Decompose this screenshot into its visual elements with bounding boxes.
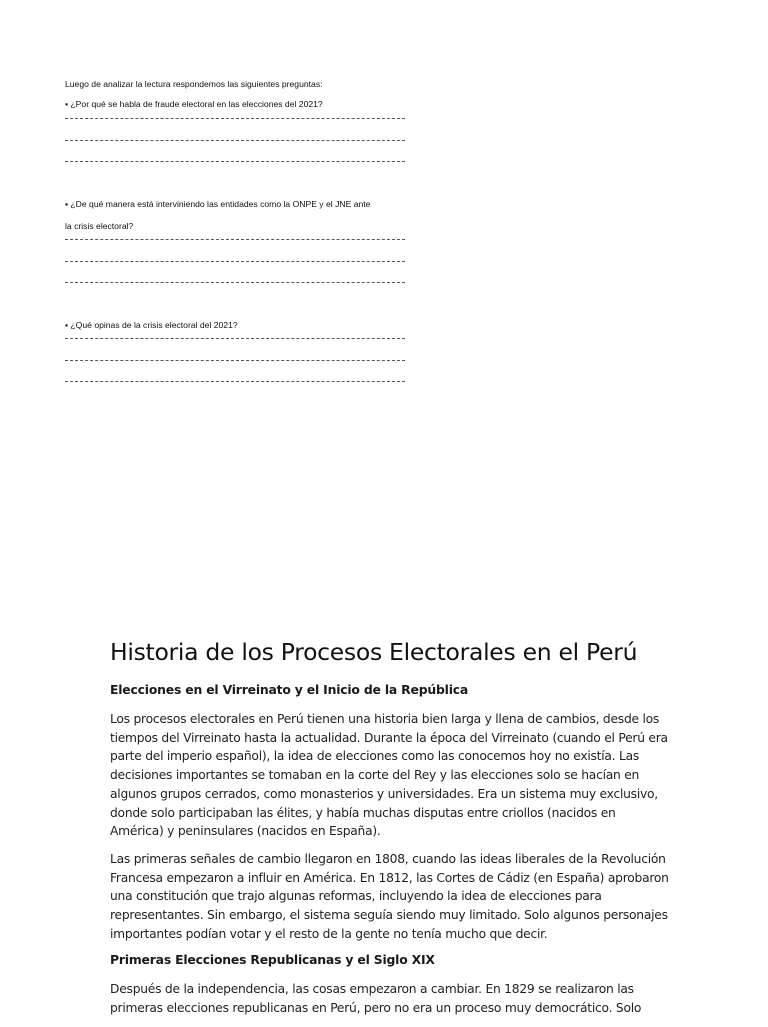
paragraph: Los procesos electorales en Perú tienen una historia bien larga y llena de cambios, desde los tiempos del Virreinato hasta la actualidad. Durante la época del Virreinato (cuando el Perú era parte del imperio español), la idea de elecciones como las conocemos hoy no existía. Las decisiones importantes se tomaban en la corte del Rey y las elecciones solo se hacían en algunos grupos cerrados, como monasterios y universidades. Era un sistema muy exclusivo, donde solo participaban las élites, y había muchas disputas entre criollos (nacidos en América) y peninsulares (nacidos en España). bbox=[110, 712, 668, 839]
paragraph: Las primeras señales de cambio llegaron en 1808, cuando las ideas liberales de la Revolución Francesa empezaron a influir en América. En 1812, las Cortes de Cádiz (en España) aprobaron una constitución que trajo algunas reformas, incluyendo la idea de elecciones para representantes. Sin embargo, el sistema seguía siendo muy limitado. Solo algunos personajes importantes podían votar y el resto de la gente no tenía mucho que decir. bbox=[110, 851, 669, 941]
section-heading-primeras-elecciones: Primeras Elecciones Republicanas y el Siglo XIX bbox=[110, 952, 435, 968]
answer-lines-2[interactable] bbox=[65, 239, 407, 284]
question-block-2 bbox=[65, 199, 407, 284]
answer-line[interactable] bbox=[65, 118, 405, 120]
answer-line[interactable] bbox=[65, 161, 405, 163]
answer-lines-3[interactable] bbox=[65, 338, 407, 383]
question-block-3 bbox=[65, 320, 407, 383]
question-2: ▪ ¿De qué manera está interviniendo las entidades como la ONPE y el JNE ante bbox=[65, 199, 371, 209]
answer-line[interactable] bbox=[65, 360, 405, 362]
answer-line[interactable] bbox=[65, 140, 405, 142]
question-3: ▪ ¿Qué opinas de la crisis electoral del 2021? bbox=[65, 320, 238, 330]
question-2-continued: la crisis electoral? bbox=[65, 221, 134, 231]
question-1: ▪ ¿Por qué se habla de fraude electoral en las elecciones del 2021? bbox=[65, 99, 323, 109]
answer-line[interactable] bbox=[65, 338, 405, 340]
answer-line[interactable] bbox=[65, 239, 405, 241]
worksheet bbox=[65, 79, 407, 409]
answer-line[interactable] bbox=[65, 261, 405, 263]
worksheet-intro: Luego de analizar la lectura respondemos las siguientes preguntas: bbox=[65, 79, 323, 89]
article bbox=[110, 636, 670, 1027]
paragraph: Después de la independencia, las cosas empezaron a cambiar. En 1829 se realizaron las primeras elecciones republicanas en Perú, pero no era un proceso muy democrático. Solo bbox=[110, 982, 642, 1016]
answer-lines-1[interactable] bbox=[65, 118, 407, 163]
answer-line[interactable] bbox=[65, 381, 405, 383]
section-heading-virreinato: Elecciones en el Virreinato y el Inicio de la República bbox=[110, 682, 469, 697]
article-title: Historia de los Procesos Electorales en el Perú bbox=[110, 638, 638, 666]
answer-line[interactable] bbox=[65, 282, 405, 284]
question-block-1 bbox=[65, 99, 407, 163]
